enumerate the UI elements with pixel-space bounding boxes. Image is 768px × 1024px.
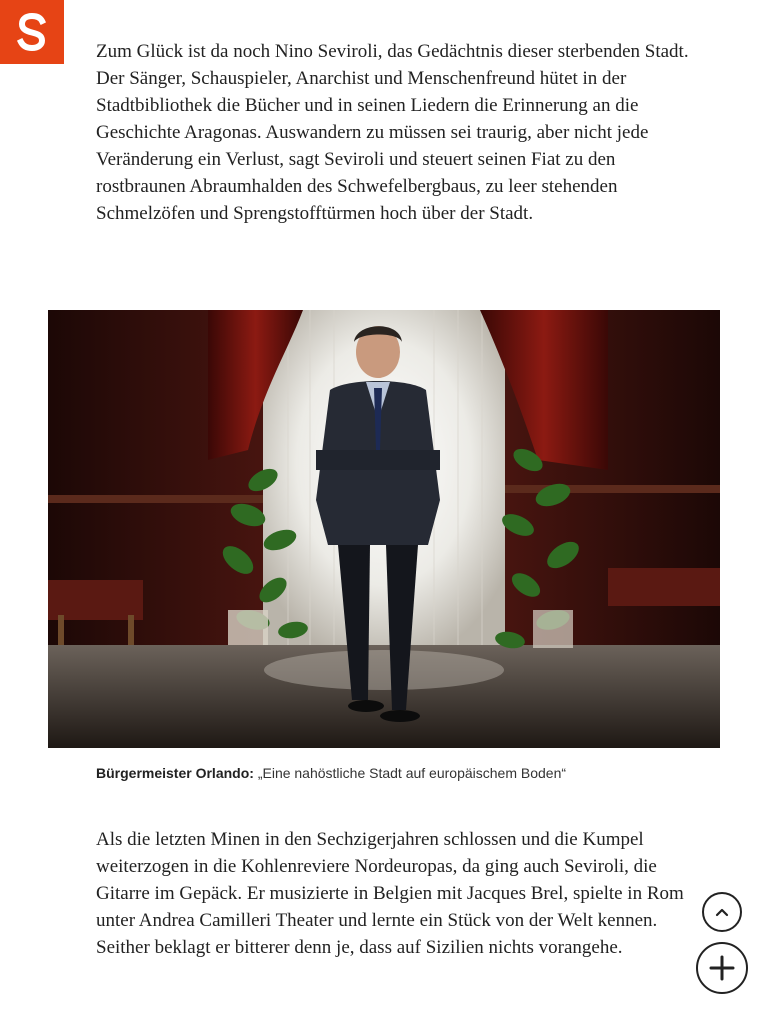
- photo-mayor-orlando: [48, 310, 720, 748]
- chevron-up-icon: [714, 904, 730, 920]
- photo-caption: [96, 763, 716, 783]
- article-photo: [48, 310, 720, 748]
- add-button[interactable]: [696, 942, 748, 994]
- plus-icon: [708, 954, 736, 982]
- logo-s-icon: [17, 12, 47, 52]
- article-paragraph: Als die letzten Minen in den Sechzigerjahren schlossen und die Kumpel weiterzogen in die Kohlenreviere Nordeuropas, da ging auch Seviroli, die Gitarre im Gepäck. Er musizierte in Belgien mit Jacques Brel, spielte in Rom unter Andrea Camilleri Theater und lernte ein Stück von der Welt kennen. Seither beklagt er bitterer denn je, dass auf Sizilien nichts vorangehe.: [96, 829, 684, 958]
- caption-lead: Bürgermeister Orlando:: [96, 765, 254, 781]
- caption-text: „Eine nahöstliche Stadt auf europäischem Boden“: [253, 765, 567, 781]
- scroll-to-top-button[interactable]: [702, 892, 742, 932]
- spiegel-logo[interactable]: [0, 0, 64, 64]
- article-paragraph: Zum Glück ist da noch Nino Seviroli, das Gedächtnis dieser sterbenden Stadt. Der Sänger, Schauspieler, Anarchist und Menschenfreund hütet in der Stadtbibliothek die Bücher und in seinen Liedern die Erinnerung an die Geschichte Aragonas. Auswandern zu müssen sei traurig, aber nicht jede Veränderung ein Verlust, sagt Seviroli und steuert seinen Fiat zu den rostbraunen Abraumhalden des Schwefelbergbaus, zu leer stehenden Schmelzöfen und Sprengstofftürmen hoch über der Stadt.: [96, 41, 689, 224]
